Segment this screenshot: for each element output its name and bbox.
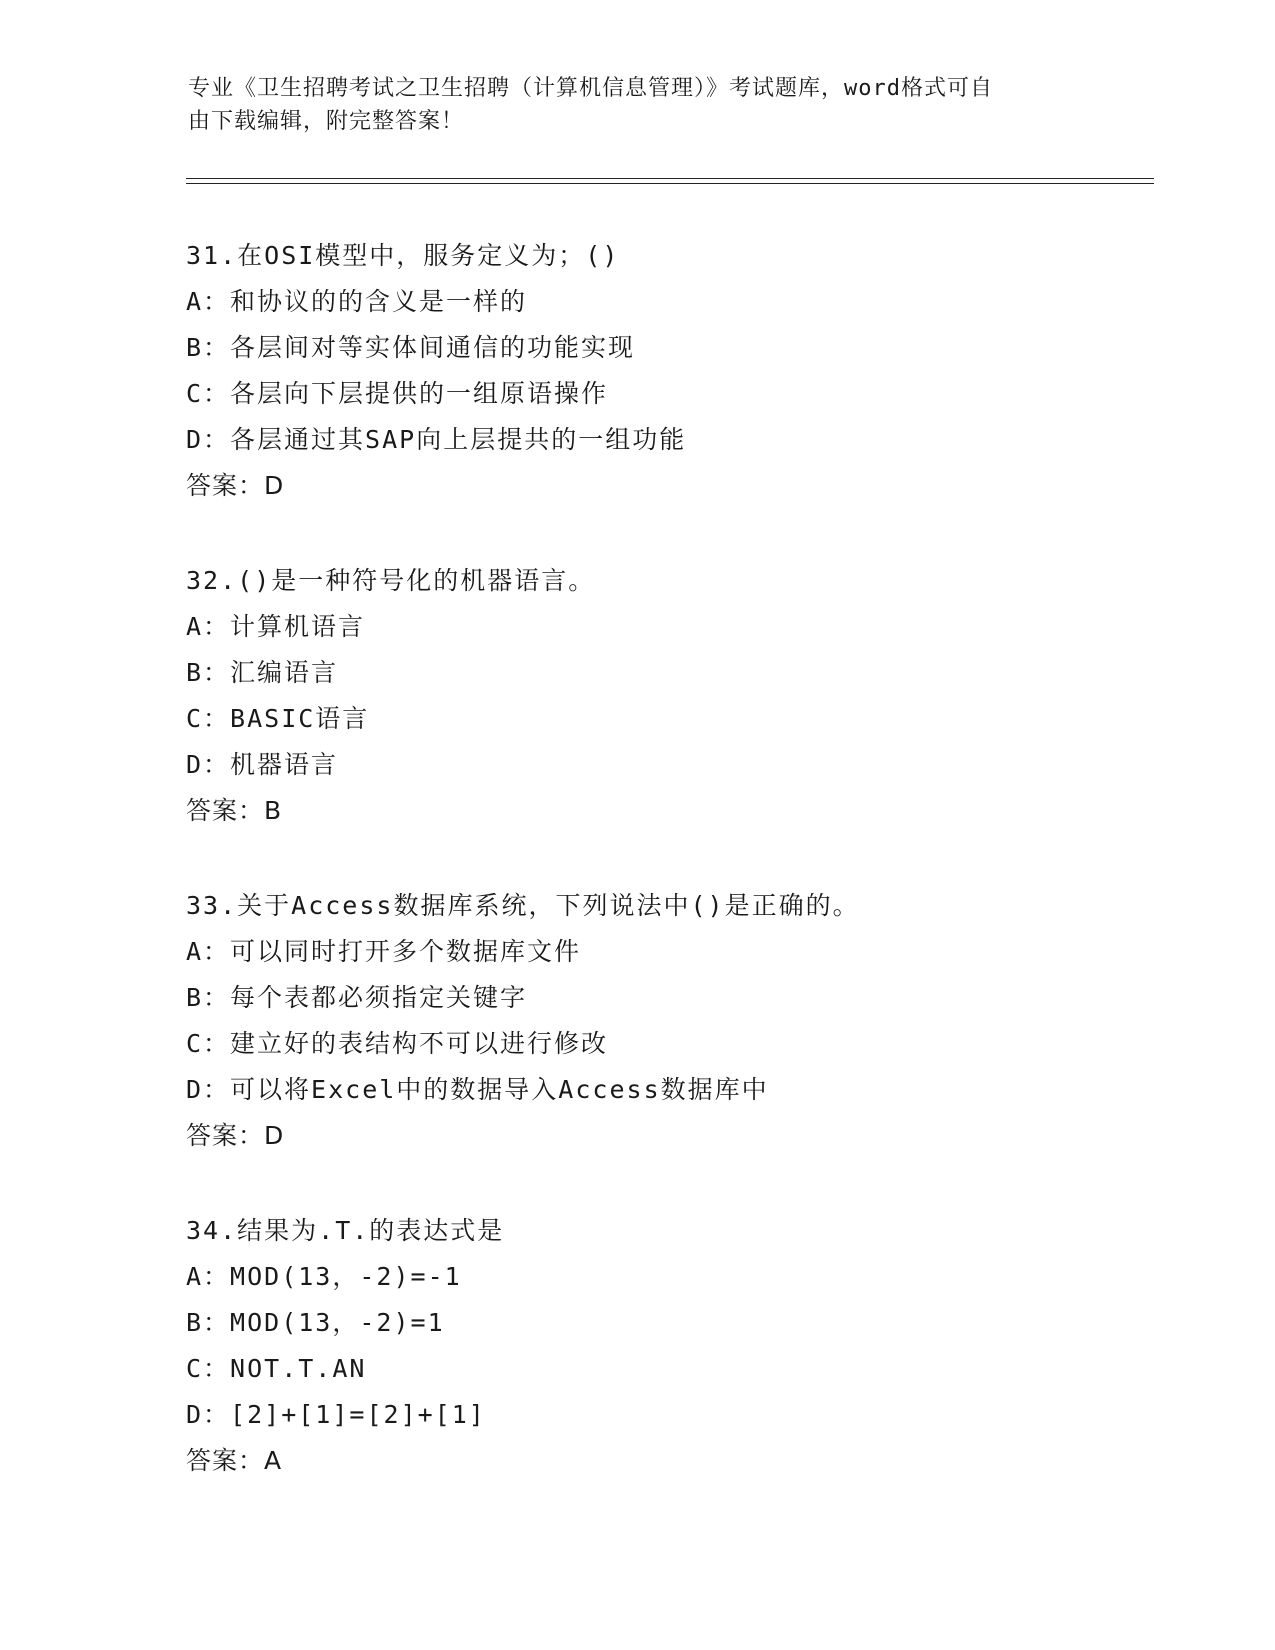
option-a: A：计算机语言	[186, 612, 366, 641]
header-divider-bottom	[186, 183, 1154, 184]
option-a: A：可以同时打开多个数据库文件	[186, 937, 582, 966]
option-d: D：可以将Excel中的数据导入Access数据库中	[186, 1075, 769, 1104]
answer-line: 答案：A	[186, 1446, 283, 1475]
option-b: B：每个表都必须指定关键字	[186, 983, 528, 1012]
question-31	[186, 233, 1146, 509]
option-b: B：MOD(13，-2)=1	[186, 1308, 445, 1337]
option-d: D：机器语言	[186, 750, 339, 779]
answer-line: 答案：D	[186, 471, 285, 500]
option-c: C：各层向下层提供的一组原语操作	[186, 379, 609, 408]
answer-line: 答案：B	[186, 796, 283, 825]
answer-line: 答案：D	[186, 1121, 285, 1150]
option-a: A：和协议的的含义是一样的	[186, 287, 528, 316]
header-divider-top	[186, 178, 1154, 179]
question-stem: 32.()是一种符号化的机器语言。	[186, 566, 596, 595]
option-c: C：建立好的表结构不可以进行修改	[186, 1029, 609, 1058]
question-stem: 34.结果为.T.的表达式是	[186, 1216, 505, 1245]
question-stem: 31.在OSI模型中，服务定义为；()	[186, 241, 620, 270]
option-c: C：BASIC语言	[186, 704, 370, 733]
document-header	[188, 72, 1068, 138]
question-33	[186, 883, 1146, 1159]
option-d: D：各层通过其SAP向上层提共的一组功能	[186, 425, 687, 454]
option-b: B：汇编语言	[186, 658, 339, 687]
option-d: D：[2]+[1]=[2]+[1]	[186, 1400, 486, 1429]
header-line-1: 专业《卫生招聘考试之卫生招聘（计算机信息管理）》考试题库，word格式可自	[188, 76, 993, 101]
question-32	[186, 558, 1146, 834]
option-b: B：各层间对等实体间通信的功能实现	[186, 333, 636, 362]
header-line-2: 由下载编辑，附完整答案！	[188, 109, 465, 134]
question-stem: 33.关于Access数据库系统，下列说法中()是正确的。	[186, 891, 860, 920]
option-a: A：MOD(13，-2)=-1	[186, 1262, 462, 1291]
question-34	[186, 1208, 1146, 1484]
question-list	[186, 233, 1146, 1533]
option-c: C：NOT.T.AN	[186, 1354, 367, 1383]
